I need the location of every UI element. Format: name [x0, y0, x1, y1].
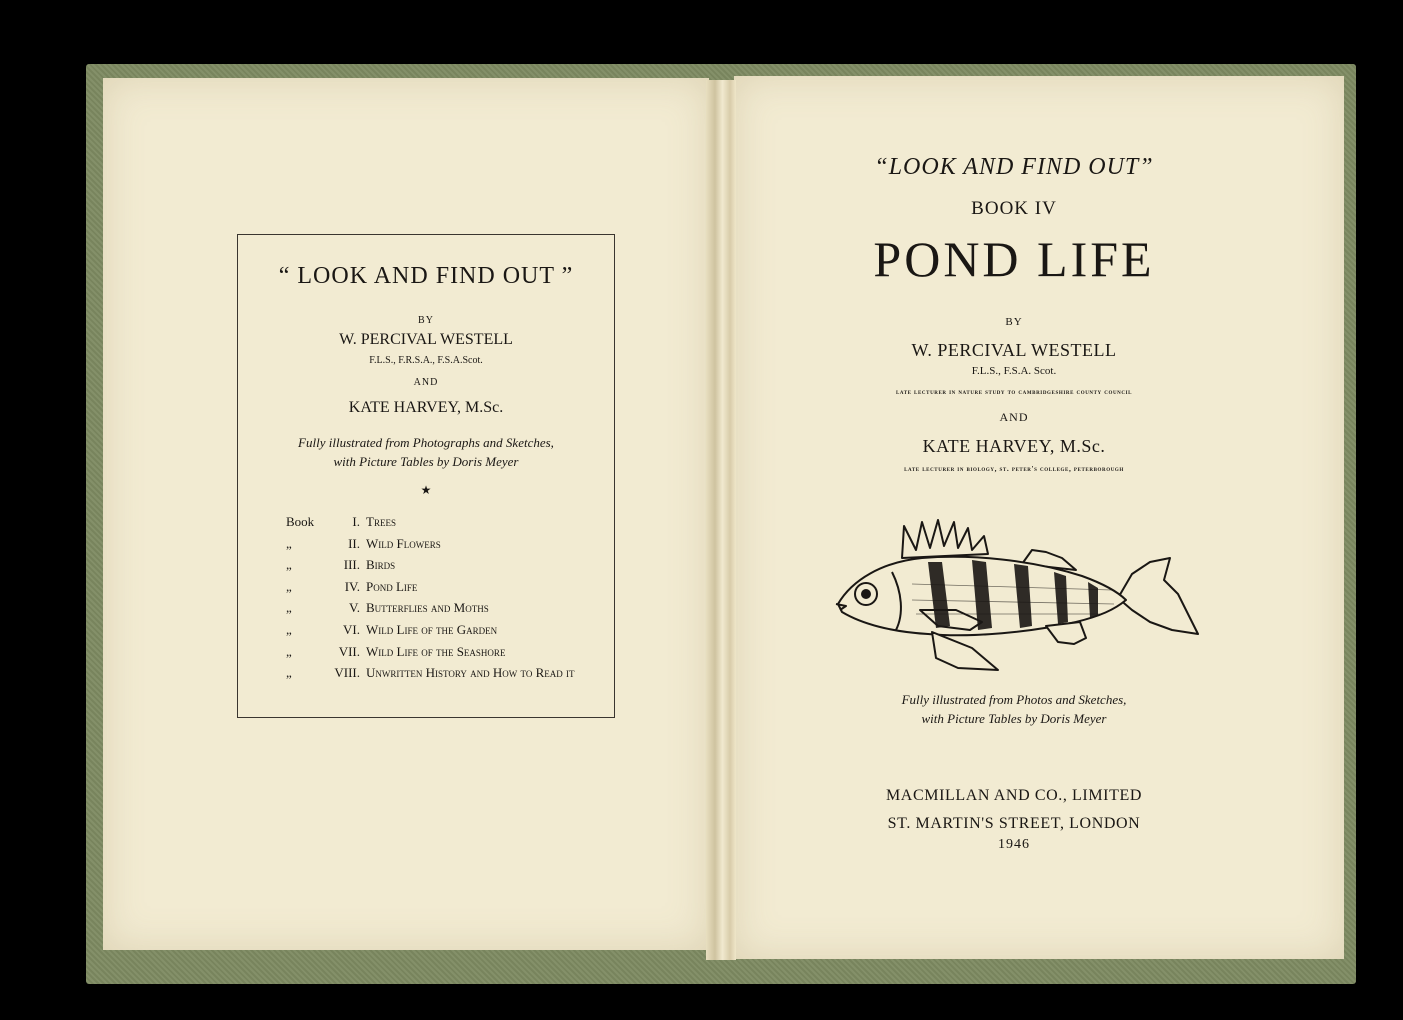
author-2-lecturer-note: late lecturer in biology, st. peter's college, peterborough: [904, 464, 1124, 473]
by-label: BY: [1005, 316, 1023, 328]
illustrations-note: [734, 690, 1294, 728]
book-title: Wild Life of the Garden: [366, 621, 498, 637]
list-item: [286, 533, 606, 555]
book-title: Pond Life: [366, 578, 418, 594]
title-page-block: [734, 0, 1294, 1020]
book-prefix: „: [286, 557, 292, 573]
list-item: [286, 662, 606, 684]
series-title: “LOOK AND FIND OUT”: [874, 154, 1154, 180]
author-2: KATE HARVEY, M.Sc.: [348, 399, 504, 416]
list-item: [286, 511, 606, 533]
book-numeral: IV.: [344, 578, 360, 594]
perch-fish-illustration: [832, 514, 1204, 676]
series-title: “ LOOK AND FIND OUT ”: [278, 263, 574, 289]
star-ornament: ★: [420, 483, 432, 497]
list-item: [286, 576, 606, 598]
illustrations-line-1: Fully illustrated from Photographs and Sketches,: [298, 435, 554, 450]
author-1-lecturer-note: late lecturer in nature study to cambridgeshire county council: [895, 387, 1133, 396]
book-list: [286, 511, 606, 684]
list-item: [286, 554, 606, 576]
author-1-qualifications: F.L.S., F.S.A. Scot.: [971, 365, 1057, 377]
illustrations-line-2: with Picture Tables by Doris Meyer: [333, 454, 519, 469]
book-title: Birds: [366, 557, 396, 573]
book-numeral: VI.: [343, 621, 360, 637]
author-1: W. PERCIVAL WESTELL: [339, 331, 513, 348]
book-numeral: VII.: [338, 643, 360, 659]
illustrations-note: [238, 433, 614, 471]
book-title: Unwritten History and How to Read it: [366, 665, 575, 681]
book-prefix: „: [286, 578, 292, 594]
and-label: AND: [413, 377, 439, 388]
author-2: KATE HARVEY, M.Sc.: [922, 436, 1106, 456]
book-prefix: Book: [286, 514, 315, 529]
by-label: BY: [418, 315, 434, 326]
book-title: Trees: [366, 514, 396, 529]
illustrations-line-2: with Picture Tables by Doris Meyer: [921, 711, 1107, 726]
series-list-box: [237, 234, 615, 718]
book-title: Wild Flowers: [366, 535, 441, 551]
book-prefix: „: [286, 665, 292, 681]
list-item: [286, 641, 606, 663]
book-title: Wild Life of the Seashore: [366, 643, 506, 659]
publisher-address: ST. MARTIN'S STREET, LONDON: [887, 815, 1141, 832]
book-numeral: I.: [352, 514, 360, 529]
book-spine-gutter: [706, 80, 736, 960]
publication-year: 1946: [998, 837, 1030, 852]
book-prefix: „: [286, 621, 292, 637]
and-label: AND: [999, 410, 1029, 424]
book-title: Butterflies and Moths: [366, 600, 489, 616]
book-numeral: VIII.: [334, 665, 360, 681]
book-prefix: „: [286, 600, 292, 616]
publisher-block: [734, 782, 1294, 838]
author-1: W. PERCIVAL WESTELL: [911, 340, 1117, 360]
book-prefix: „: [286, 535, 292, 551]
list-item: [286, 597, 606, 619]
list-item: [286, 619, 606, 641]
book-number: BOOK IV: [971, 198, 1057, 219]
book-numeral: III.: [343, 557, 360, 573]
illustrations-line-1: Fully illustrated from Photos and Sketches,: [901, 692, 1127, 707]
book-numeral: II.: [348, 535, 360, 551]
book-numeral: V.: [349, 600, 360, 616]
author-1-qualifications: F.L.S., F.R.S.A., F.S.A.Scot.: [369, 355, 483, 366]
book-prefix: „: [286, 643, 292, 659]
book-title: POND LIFE: [873, 231, 1155, 287]
publisher-name: MACMILLAN AND CO., LIMITED: [885, 787, 1143, 804]
